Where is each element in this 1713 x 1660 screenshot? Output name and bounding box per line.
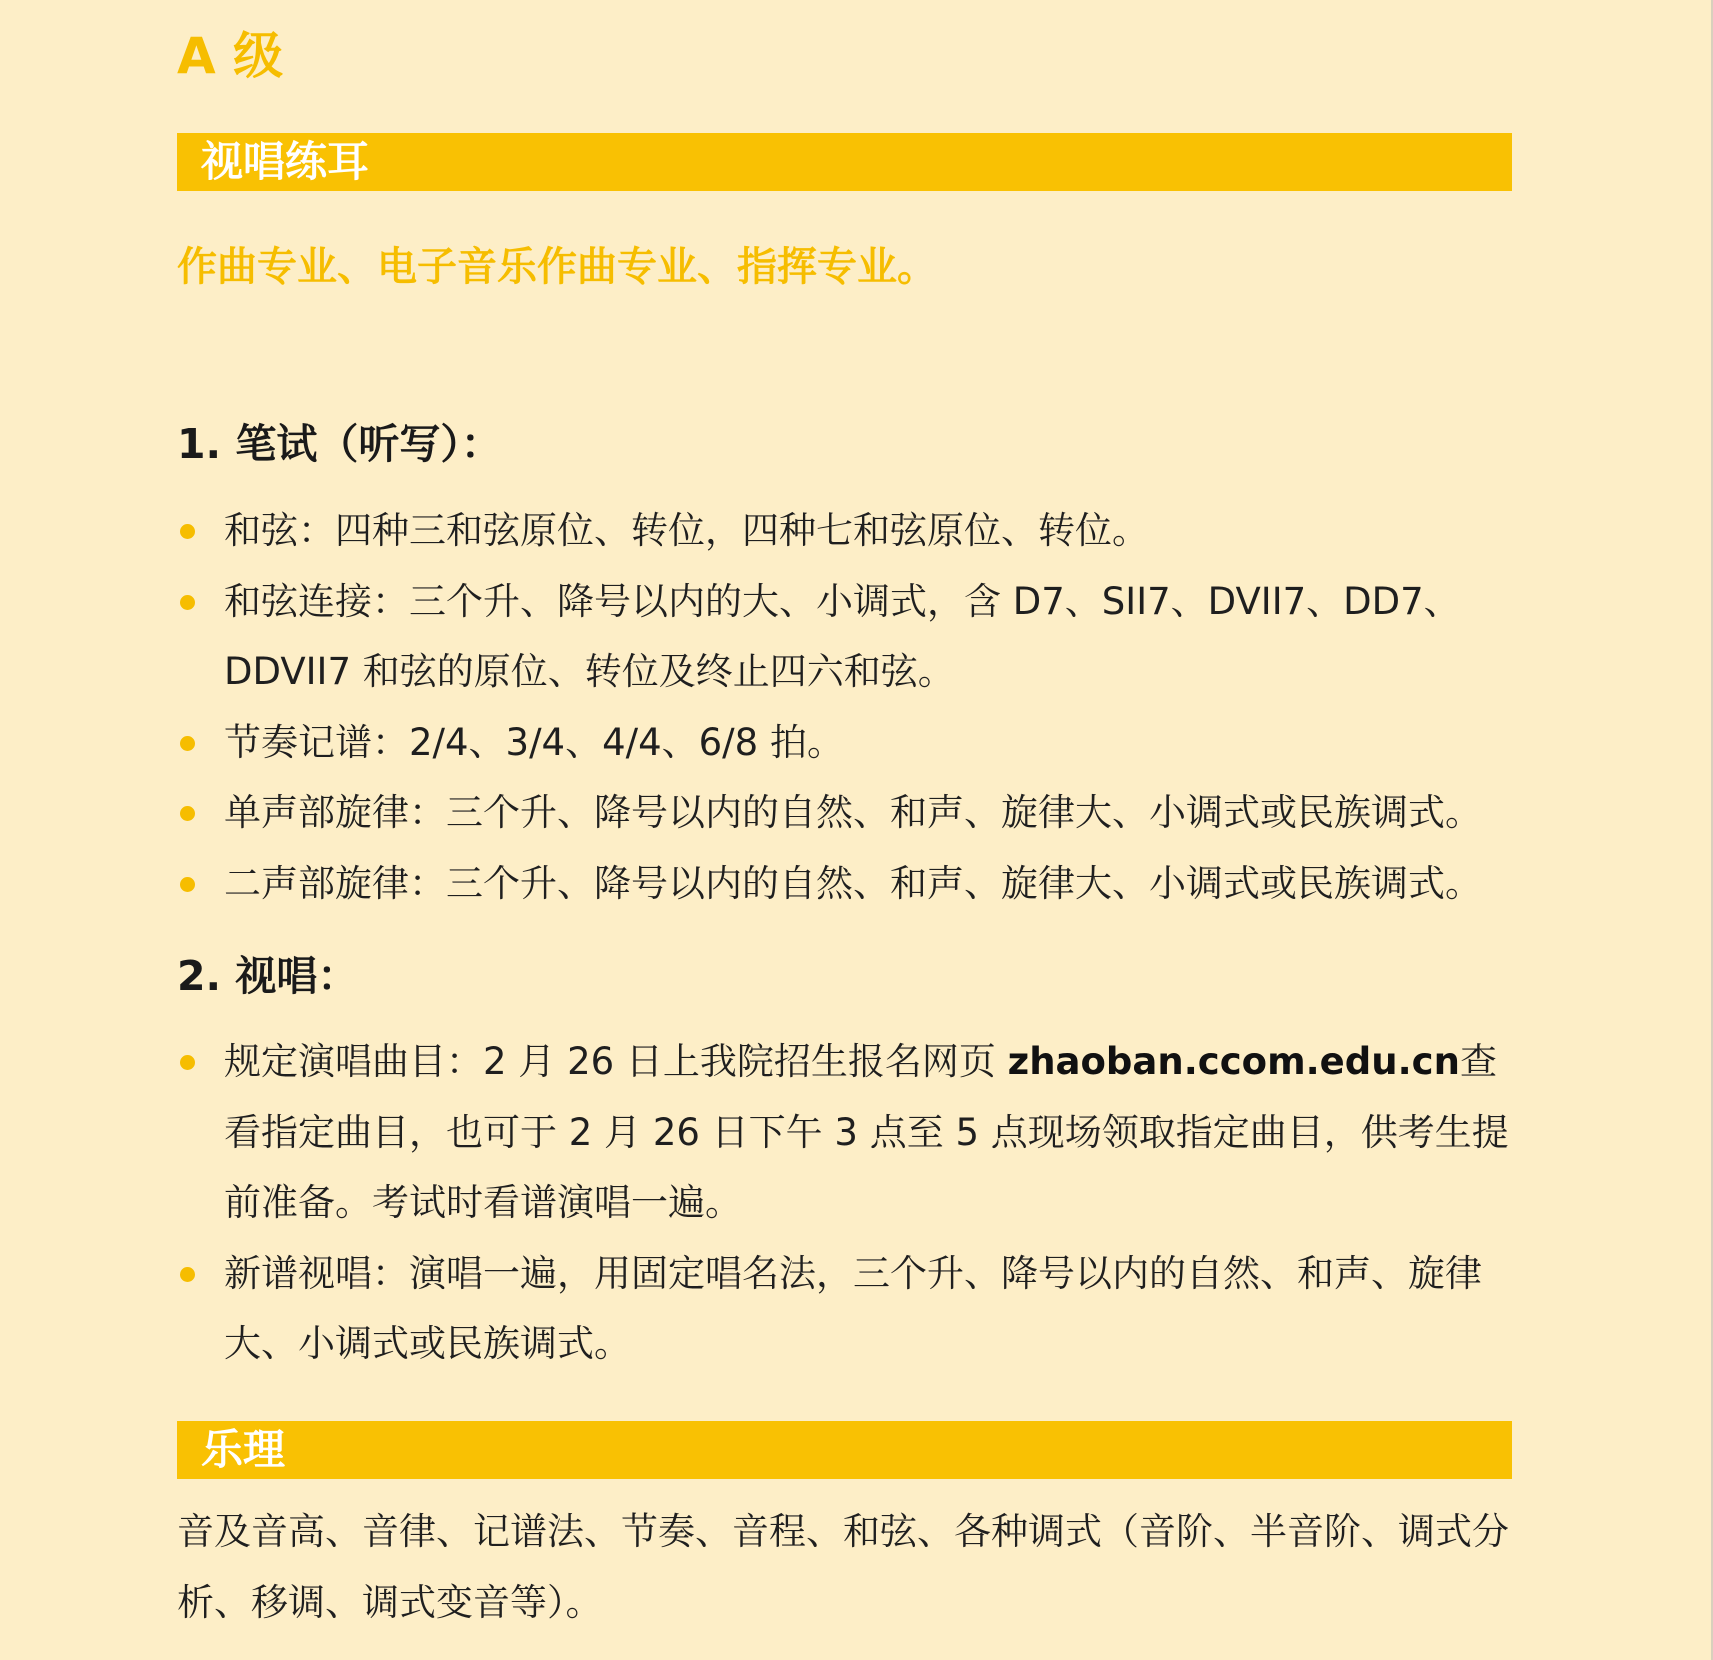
written-exam-heading: 1. 笔试（听写）： [177, 420, 502, 468]
section-header-solfege [177, 133, 1512, 191]
section-header-solfege-label: 视唱练耳 [201, 137, 370, 186]
bullet-dot-icon [180, 1267, 195, 1282]
list-item [177, 849, 1512, 920]
written-exam-list [177, 496, 1512, 919]
list-item-text: 新谱视唱：演唱一遍，用固定唱名法，三个升、降号以内的自然、和声、旋律大、小调式或民族调式。 [224, 1251, 1482, 1365]
list-item [177, 708, 1512, 779]
list-item-text: 二声部旋律：三个升、降号以内的自然、和声、旋律大、小调式或民族调式。 [224, 861, 1482, 905]
section-header-theory-label: 乐理 [201, 1425, 286, 1474]
bullet-dot-icon [180, 877, 195, 892]
list-item-text: 和弦：四种三和弦原位、转位，四种七和弦原位、转位。 [224, 509, 1149, 552]
sight-singing-list [177, 1027, 1512, 1380]
list-item-text: 规定演唱曲目：2 月 26 日上我院招生报名网页 [224, 1040, 1008, 1083]
sight-singing-heading: 2. 视唱： [177, 952, 359, 1000]
list-item [177, 1027, 1512, 1239]
list-item [177, 567, 1512, 708]
list-item-text: 节奏记谱：2/4、3/4、4/4、6/8 拍。 [224, 720, 844, 764]
level-title: A 级 [177, 27, 284, 85]
section-header-theory [177, 1421, 1512, 1479]
applicable-majors: 作曲专业、电子音乐作曲专业、指挥专业。 [177, 244, 937, 290]
list-item [177, 1239, 1512, 1380]
theory-description: 音及音高、音律、记谱法、节奏、音程、和弦、各种调式（音阶、半音阶、调式分析、移调、调式变音等）。 [177, 1510, 1509, 1624]
bullet-dot-icon [180, 1055, 195, 1070]
registration-url: zhaoban.ccom.edu.cn [1007, 1040, 1460, 1083]
list-item-text: 查看指定曲目，也可于 2 月 26 日下午 3 点至 5 点现场领取指定曲目，供考生提前准备。考试时看谱演唱一遍。 [224, 1040, 1509, 1224]
bullet-dot-icon [180, 524, 195, 539]
list-item [177, 496, 1512, 567]
list-item-text: 和弦连接：三个升、降号以内的大、小调式，含 D7、SII7、DVII7、DD7、DDVII7 和弦的原位、转位及终止四六和弦。 [224, 579, 1461, 693]
bullet-dot-icon [180, 806, 195, 821]
bullet-dot-icon [180, 595, 195, 610]
list-item-text: 单声部旋律：三个升、降号以内的自然、和声、旋律大、小调式或民族调式。 [224, 791, 1482, 834]
bullet-dot-icon [180, 736, 195, 751]
list-item [177, 778, 1512, 849]
